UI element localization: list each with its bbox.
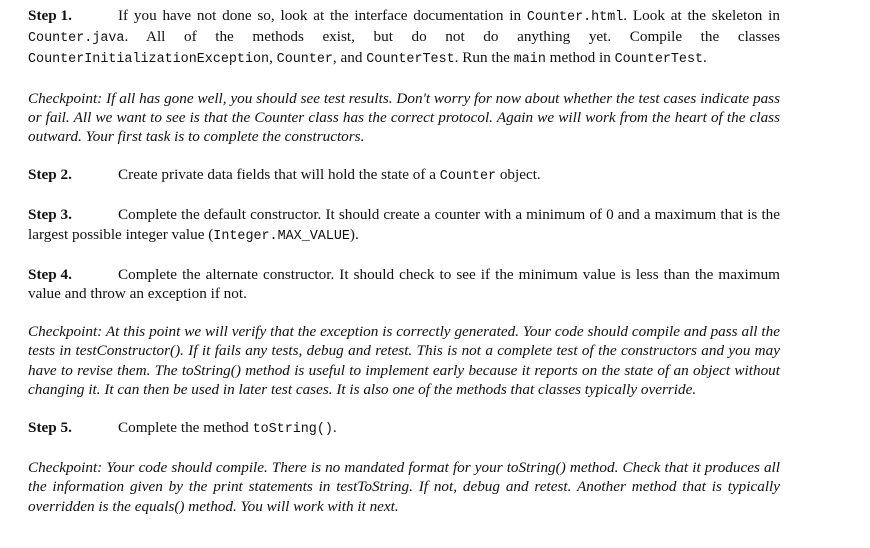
step-3-text: ). <box>349 225 359 243</box>
step-3-paragraph <box>28 205 780 245</box>
code-counter: Counter <box>439 169 497 185</box>
step-1-label: Step 1. <box>28 7 72 24</box>
step-5-text: . <box>332 419 337 437</box>
step-1-text: , <box>269 49 277 67</box>
step-4-text: Complete the alternate constructor. It should check to see if the minimum value is less than the maximum value and throw an exception if not. <box>28 265 780 303</box>
code-integer-max-value: Integer.MAX_VALUE <box>213 228 350 244</box>
code-counter-initialization-exception: CounterInitializationException <box>28 52 270 68</box>
code-counter-test: CounterTest <box>366 52 455 68</box>
step-1-text: , and <box>332 49 367 67</box>
step-1-text: method in <box>545 49 615 67</box>
code-counter: Counter <box>276 52 333 68</box>
step-3-text: Complete the default constructor. It should create a counter with a minimum of 0 and a maximum that is the largest possible integer value ( <box>28 206 780 243</box>
step-1-text: . All of the methods exist, but do not do anything yet. Compile the classes <box>124 28 780 46</box>
step-1-text: . <box>703 49 707 67</box>
step-4-label: Step 4. <box>28 265 72 283</box>
step-2-text: object. <box>496 166 541 184</box>
step-5-label: Step 5. <box>28 419 72 437</box>
document-page <box>28 6 780 516</box>
step-5-text: Complete the method <box>118 419 253 437</box>
checkpoint-2-paragraph: Checkpoint: At this point we will verify that the exception is correctly generated. Your code should compile and pass all the tests in testConstructor(). If it fails any tests, debug and retest. This is not a complete test of the constructors and you may have to revise them. The toString() method is useful to implement early because it reports on the state of an object without changing it. It can then be used in later test cases. It is also one of the methods that classes typically override. <box>28 323 780 398</box>
step-5-paragraph <box>28 418 780 439</box>
step-1-text: . Run the <box>454 49 514 67</box>
step-4-paragraph <box>28 265 780 303</box>
code-counter-html: Counter.html <box>526 10 624 25</box>
code-tostring: toString() <box>252 422 333 438</box>
step-2-paragraph <box>28 165 780 186</box>
checkpoint-3-paragraph: Checkpoint: Your code should compile. There is no mandated format for your toString() method. Check that it produces all the information given by the print statements in testToString. If not, debug and retest. Another method that is typically overridden is the equals() method. You will work with it next. <box>28 459 780 515</box>
code-counter-java: Counter.java <box>28 31 125 47</box>
step-1-text: If you have not done so, look at the interface documentation in <box>118 7 527 24</box>
code-counter-test: CounterTest <box>614 52 704 68</box>
step-1-text: . Look at the skeleton in <box>623 7 780 24</box>
code-main: main <box>513 52 546 68</box>
step-2-text: Create private data fields that will hold the state of a <box>118 166 440 184</box>
step-2-label: Step 2. <box>28 166 72 184</box>
step-1-paragraph <box>28 6 780 70</box>
checkpoint-1-paragraph: Checkpoint: If all has gone well, you should see test results. Don't worry for now about whether the test cases indicate pass or fail. All we want to see is that the Counter class has the correct protocol. Again we will work from the heart of the class outward. Your first task is to complete the constructors. <box>28 89 780 146</box>
step-3-label: Step 3. <box>28 206 72 224</box>
